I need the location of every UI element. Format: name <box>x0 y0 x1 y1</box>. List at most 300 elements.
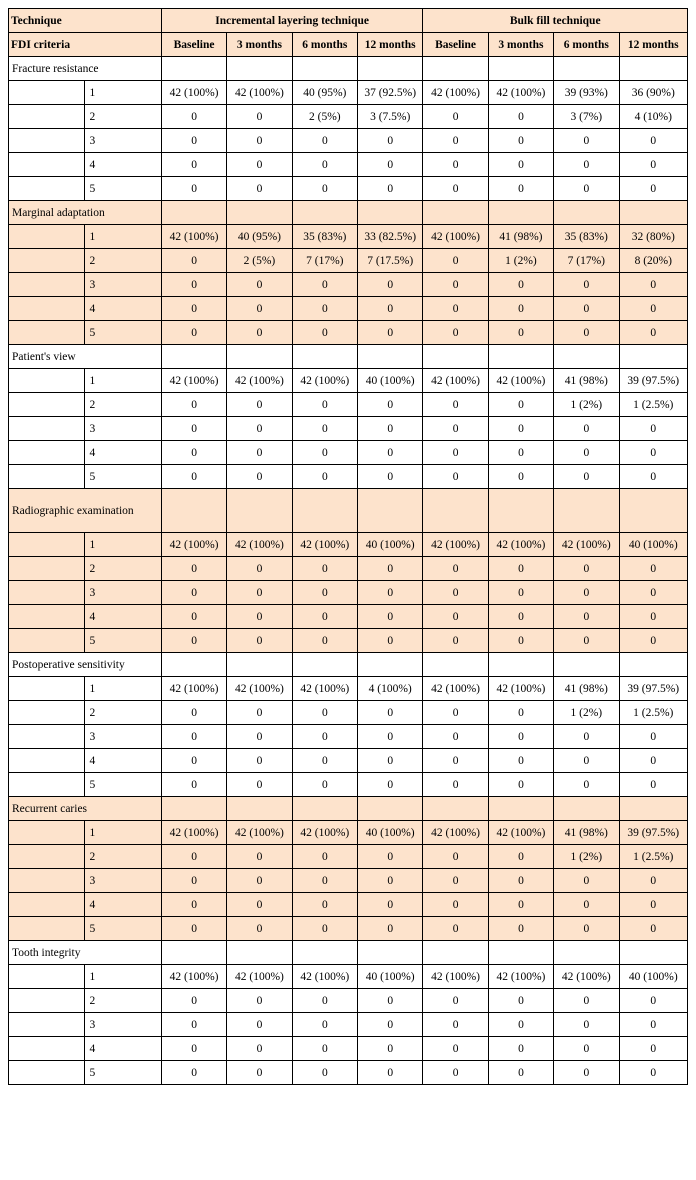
value-cell: 3 (7%) <box>554 105 619 129</box>
value-cell: 0 <box>423 1061 488 1085</box>
value-cell: 0 <box>423 1037 488 1061</box>
value-cell: 0 <box>488 1037 553 1061</box>
value-cell: 0 <box>161 773 226 797</box>
value-cell: 0 <box>292 989 357 1013</box>
empty-cell <box>161 345 226 369</box>
value-cell: 0 <box>161 129 226 153</box>
empty-cell <box>619 941 688 965</box>
empty-cell <box>358 653 423 677</box>
empty-cell <box>423 797 488 821</box>
value-cell: 0 <box>358 297 423 321</box>
value-cell: 0 <box>554 917 619 941</box>
value-cell: 0 <box>619 297 688 321</box>
value-cell: 0 <box>227 989 292 1013</box>
value-cell: 39 (97.5%) <box>619 677 688 701</box>
value-cell: 40 (100%) <box>358 533 423 557</box>
value-cell: 0 <box>488 273 553 297</box>
value-cell: 0 <box>227 893 292 917</box>
value-cell: 40 (95%) <box>227 225 292 249</box>
empty-cell <box>9 773 85 797</box>
value-cell: 0 <box>619 465 688 489</box>
value-cell: 42 (100%) <box>227 677 292 701</box>
score-cell: 3 <box>85 273 161 297</box>
value-cell: 0 <box>358 393 423 417</box>
value-cell: 42 (100%) <box>161 533 226 557</box>
value-cell: 0 <box>423 893 488 917</box>
empty-cell <box>488 345 553 369</box>
value-cell: 2 (5%) <box>227 249 292 273</box>
score-cell: 1 <box>85 965 161 989</box>
value-cell: 0 <box>619 581 688 605</box>
value-cell: 42 (100%) <box>227 81 292 105</box>
value-cell: 0 <box>292 893 357 917</box>
score-cell: 1 <box>85 533 161 557</box>
value-cell: 0 <box>358 557 423 581</box>
value-cell: 0 <box>488 773 553 797</box>
fdi-criteria-header: FDI criteria <box>9 33 162 57</box>
value-cell: 0 <box>423 321 488 345</box>
empty-cell <box>619 57 688 81</box>
value-cell: 0 <box>292 321 357 345</box>
value-cell: 39 (97.5%) <box>619 369 688 393</box>
value-cell: 0 <box>358 1061 423 1085</box>
empty-cell <box>227 345 292 369</box>
empty-cell <box>554 653 619 677</box>
value-cell: 0 <box>554 749 619 773</box>
score-cell: 1 <box>85 369 161 393</box>
value-cell: 40 (100%) <box>619 533 688 557</box>
value-cell: 0 <box>227 297 292 321</box>
value-cell: 0 <box>161 1013 226 1037</box>
value-cell: 0 <box>292 153 357 177</box>
score-cell: 5 <box>85 773 161 797</box>
value-cell: 0 <box>488 629 553 653</box>
score-row <box>9 1061 688 1085</box>
value-cell: 0 <box>619 177 688 201</box>
empty-cell <box>227 201 292 225</box>
value-cell: 1 (2%) <box>554 393 619 417</box>
value-cell: 0 <box>423 749 488 773</box>
value-cell: 0 <box>292 629 357 653</box>
value-cell: 0 <box>554 989 619 1013</box>
empty-cell <box>227 797 292 821</box>
value-cell: 0 <box>554 321 619 345</box>
score-row <box>9 557 688 581</box>
value-cell: 0 <box>227 1037 292 1061</box>
value-cell: 0 <box>488 1061 553 1085</box>
value-cell: 0 <box>619 725 688 749</box>
empty-cell <box>554 201 619 225</box>
empty-cell <box>9 725 85 749</box>
value-cell: 42 (100%) <box>161 821 226 845</box>
empty-cell <box>423 941 488 965</box>
value-cell: 0 <box>358 725 423 749</box>
score-cell: 1 <box>85 81 161 105</box>
value-cell: 0 <box>358 629 423 653</box>
empty-cell <box>358 345 423 369</box>
empty-cell <box>9 297 85 321</box>
empty-cell <box>9 557 85 581</box>
empty-cell <box>488 653 553 677</box>
value-cell: 0 <box>358 581 423 605</box>
value-cell: 39 (93%) <box>554 81 619 105</box>
value-cell: 0 <box>554 869 619 893</box>
score-cell: 5 <box>85 177 161 201</box>
value-cell: 0 <box>554 725 619 749</box>
value-cell: 0 <box>358 441 423 465</box>
empty-cell <box>554 345 619 369</box>
empty-cell <box>9 1061 85 1085</box>
value-cell: 0 <box>554 1061 619 1085</box>
value-cell: 0 <box>358 917 423 941</box>
value-cell: 0 <box>554 465 619 489</box>
value-cell: 42 (100%) <box>423 81 488 105</box>
value-cell: 0 <box>488 845 553 869</box>
value-cell: 0 <box>423 581 488 605</box>
value-cell: 7 (17%) <box>292 249 357 273</box>
value-cell: 42 (100%) <box>554 533 619 557</box>
value-cell: 0 <box>292 749 357 773</box>
value-cell: 0 <box>358 177 423 201</box>
empty-cell <box>554 941 619 965</box>
score-cell: 1 <box>85 677 161 701</box>
value-cell: 0 <box>358 773 423 797</box>
value-cell: 0 <box>161 465 226 489</box>
value-cell: 0 <box>554 129 619 153</box>
value-cell: 42 (100%) <box>292 533 357 557</box>
value-cell: 0 <box>161 153 226 177</box>
empty-cell <box>488 57 553 81</box>
value-cell: 42 (100%) <box>227 533 292 557</box>
empty-cell <box>358 201 423 225</box>
value-cell: 0 <box>358 845 423 869</box>
empty-cell <box>227 489 292 533</box>
empty-cell <box>9 225 85 249</box>
score-cell: 4 <box>85 153 161 177</box>
empty-cell <box>227 941 292 965</box>
score-cell: 5 <box>85 1061 161 1085</box>
value-cell: 0 <box>292 557 357 581</box>
value-cell: 0 <box>423 989 488 1013</box>
value-cell: 0 <box>423 725 488 749</box>
value-cell: 0 <box>161 701 226 725</box>
value-cell: 0 <box>423 417 488 441</box>
criterion-name: Patient's view <box>9 345 162 369</box>
period-header: 6 months <box>292 33 357 57</box>
empty-cell <box>423 201 488 225</box>
value-cell: 0 <box>423 845 488 869</box>
value-cell: 0 <box>423 557 488 581</box>
criterion-name: Tooth integrity <box>9 941 162 965</box>
value-cell: 0 <box>554 417 619 441</box>
score-row <box>9 249 688 273</box>
table-body <box>9 57 688 1085</box>
value-cell: 0 <box>488 893 553 917</box>
score-row <box>9 105 688 129</box>
value-cell: 0 <box>619 749 688 773</box>
empty-cell <box>488 941 553 965</box>
value-cell: 0 <box>554 629 619 653</box>
value-cell: 0 <box>161 321 226 345</box>
value-cell: 0 <box>292 417 357 441</box>
value-cell: 40 (100%) <box>358 965 423 989</box>
value-cell: 0 <box>423 869 488 893</box>
empty-cell <box>9 845 85 869</box>
value-cell: 0 <box>619 441 688 465</box>
score-cell: 5 <box>85 465 161 489</box>
empty-cell <box>292 489 357 533</box>
empty-cell <box>9 869 85 893</box>
value-cell: 42 (100%) <box>227 965 292 989</box>
value-cell: 4 (100%) <box>358 677 423 701</box>
score-cell: 3 <box>85 129 161 153</box>
score-row <box>9 629 688 653</box>
value-cell: 0 <box>554 605 619 629</box>
score-row <box>9 869 688 893</box>
empty-cell <box>9 893 85 917</box>
score-cell: 4 <box>85 893 161 917</box>
value-cell: 0 <box>488 701 553 725</box>
score-row <box>9 605 688 629</box>
value-cell: 42 (100%) <box>161 677 226 701</box>
value-cell: 0 <box>554 773 619 797</box>
value-cell: 0 <box>488 105 553 129</box>
value-cell: 0 <box>227 153 292 177</box>
value-cell: 0 <box>161 177 226 201</box>
period-header: 3 months <box>227 33 292 57</box>
empty-cell <box>9 369 85 393</box>
value-cell: 0 <box>619 1013 688 1037</box>
value-cell: 0 <box>227 417 292 441</box>
value-cell: 42 (100%) <box>423 225 488 249</box>
score-cell: 3 <box>85 1013 161 1037</box>
value-cell: 42 (100%) <box>292 965 357 989</box>
empty-cell <box>292 797 357 821</box>
value-cell: 0 <box>227 629 292 653</box>
value-cell: 0 <box>292 465 357 489</box>
score-cell: 3 <box>85 725 161 749</box>
score-row <box>9 321 688 345</box>
empty-cell <box>9 605 85 629</box>
value-cell: 0 <box>619 153 688 177</box>
empty-cell <box>9 965 85 989</box>
value-cell: 0 <box>554 893 619 917</box>
value-cell: 0 <box>554 1013 619 1037</box>
value-cell: 0 <box>227 605 292 629</box>
score-cell: 5 <box>85 917 161 941</box>
value-cell: 42 (100%) <box>488 677 553 701</box>
value-cell: 0 <box>554 1037 619 1061</box>
empty-cell <box>9 81 85 105</box>
score-row <box>9 917 688 941</box>
value-cell: 0 <box>488 321 553 345</box>
value-cell: 0 <box>358 605 423 629</box>
value-cell: 0 <box>619 605 688 629</box>
value-cell: 42 (100%) <box>292 821 357 845</box>
value-cell: 0 <box>227 1061 292 1085</box>
empty-cell <box>292 653 357 677</box>
score-cell: 1 <box>85 225 161 249</box>
value-cell: 1 (2%) <box>554 701 619 725</box>
value-cell: 0 <box>161 725 226 749</box>
empty-cell <box>423 57 488 81</box>
value-cell: 0 <box>619 1061 688 1085</box>
value-cell: 0 <box>227 273 292 297</box>
empty-cell <box>9 821 85 845</box>
value-cell: 0 <box>423 701 488 725</box>
criterion-name: Fracture resistance <box>9 57 162 81</box>
empty-cell <box>9 917 85 941</box>
value-cell: 42 (100%) <box>488 821 553 845</box>
value-cell: 0 <box>619 273 688 297</box>
value-cell: 0 <box>554 581 619 605</box>
value-cell: 1 (2%) <box>488 249 553 273</box>
value-cell: 0 <box>358 1013 423 1037</box>
value-cell: 0 <box>358 417 423 441</box>
value-cell: 7 (17.5%) <box>358 249 423 273</box>
period-header: Baseline <box>423 33 488 57</box>
score-cell: 2 <box>85 701 161 725</box>
value-cell: 0 <box>619 869 688 893</box>
value-cell: 0 <box>292 917 357 941</box>
value-cell: 42 (100%) <box>161 225 226 249</box>
empty-cell <box>423 489 488 533</box>
empty-cell <box>9 749 85 773</box>
value-cell: 0 <box>488 297 553 321</box>
value-cell: 35 (83%) <box>554 225 619 249</box>
value-cell: 0 <box>161 297 226 321</box>
value-cell: 0 <box>358 321 423 345</box>
empty-cell <box>488 201 553 225</box>
empty-cell <box>9 153 85 177</box>
empty-cell <box>9 105 85 129</box>
criterion-row <box>9 489 688 533</box>
value-cell: 0 <box>227 725 292 749</box>
value-cell: 0 <box>292 1061 357 1085</box>
score-row <box>9 821 688 845</box>
value-cell: 0 <box>161 441 226 465</box>
score-row <box>9 417 688 441</box>
value-cell: 0 <box>292 273 357 297</box>
value-cell: 0 <box>423 917 488 941</box>
empty-cell <box>619 797 688 821</box>
criterion-name: Postoperative sensitivity <box>9 653 162 677</box>
empty-cell <box>227 57 292 81</box>
empty-cell <box>9 1037 85 1061</box>
empty-cell <box>9 441 85 465</box>
value-cell: 42 (100%) <box>488 81 553 105</box>
value-cell: 0 <box>423 773 488 797</box>
value-cell: 0 <box>488 441 553 465</box>
criterion-row <box>9 653 688 677</box>
value-cell: 41 (98%) <box>554 821 619 845</box>
value-cell: 0 <box>161 845 226 869</box>
empty-cell <box>227 653 292 677</box>
empty-cell <box>619 201 688 225</box>
value-cell: 0 <box>423 1013 488 1037</box>
score-row <box>9 773 688 797</box>
value-cell: 0 <box>161 557 226 581</box>
value-cell: 0 <box>488 917 553 941</box>
value-cell: 35 (83%) <box>292 225 357 249</box>
period-header: 12 months <box>358 33 423 57</box>
value-cell: 0 <box>292 869 357 893</box>
empty-cell <box>292 941 357 965</box>
value-cell: 1 (2%) <box>554 845 619 869</box>
value-cell: 0 <box>292 581 357 605</box>
empty-cell <box>9 273 85 297</box>
value-cell: 0 <box>292 845 357 869</box>
value-cell: 0 <box>423 129 488 153</box>
value-cell: 0 <box>227 917 292 941</box>
value-cell: 42 (100%) <box>423 821 488 845</box>
value-cell: 0 <box>488 153 553 177</box>
empty-cell <box>488 797 553 821</box>
empty-cell <box>423 653 488 677</box>
score-cell: 4 <box>85 749 161 773</box>
empty-cell <box>9 581 85 605</box>
criterion-row <box>9 941 688 965</box>
criterion-row <box>9 57 688 81</box>
value-cell: 0 <box>488 557 553 581</box>
value-cell: 42 (100%) <box>227 821 292 845</box>
value-cell: 0 <box>488 725 553 749</box>
value-cell: 3 (7.5%) <box>358 105 423 129</box>
score-cell: 2 <box>85 557 161 581</box>
value-cell: 0 <box>161 893 226 917</box>
value-cell: 0 <box>488 177 553 201</box>
value-cell: 42 (100%) <box>423 533 488 557</box>
empty-cell <box>9 629 85 653</box>
score-row <box>9 989 688 1013</box>
value-cell: 0 <box>423 177 488 201</box>
criterion-name: Marginal adaptation <box>9 201 162 225</box>
value-cell: 0 <box>161 105 226 129</box>
score-cell: 4 <box>85 1037 161 1061</box>
criterion-row <box>9 345 688 369</box>
value-cell: 0 <box>227 701 292 725</box>
empty-cell <box>9 129 85 153</box>
value-cell: 0 <box>619 417 688 441</box>
value-cell: 0 <box>488 465 553 489</box>
empty-cell <box>554 489 619 533</box>
value-cell: 0 <box>358 273 423 297</box>
value-cell: 0 <box>423 441 488 465</box>
value-cell: 0 <box>292 129 357 153</box>
value-cell: 0 <box>554 153 619 177</box>
period-header: Baseline <box>161 33 226 57</box>
score-cell: 3 <box>85 581 161 605</box>
empty-cell <box>292 345 357 369</box>
value-cell: 0 <box>161 749 226 773</box>
value-cell: 0 <box>488 129 553 153</box>
score-cell: 4 <box>85 297 161 321</box>
score-row <box>9 749 688 773</box>
value-cell: 0 <box>358 1037 423 1061</box>
score-row <box>9 965 688 989</box>
value-cell: 0 <box>161 249 226 273</box>
value-cell: 0 <box>227 465 292 489</box>
empty-cell <box>554 57 619 81</box>
empty-cell <box>9 249 85 273</box>
empty-cell <box>358 489 423 533</box>
value-cell: 42 (100%) <box>488 965 553 989</box>
score-row <box>9 441 688 465</box>
value-cell: 0 <box>161 869 226 893</box>
empty-cell <box>292 201 357 225</box>
empty-cell <box>161 653 226 677</box>
value-cell: 0 <box>227 557 292 581</box>
